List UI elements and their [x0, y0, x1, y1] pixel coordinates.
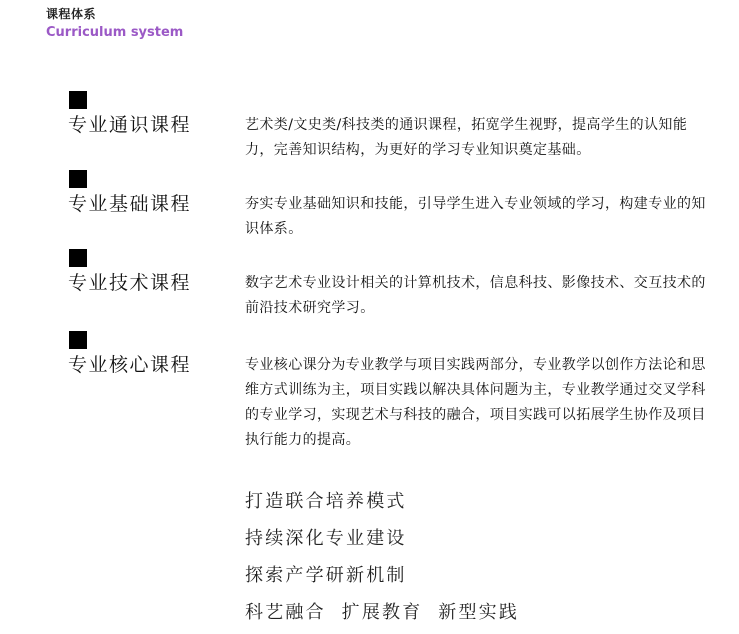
course-block-technical [68, 249, 708, 316]
course-block-general [68, 91, 708, 158]
course-description: 艺术类/文史类/科技类的通识课程，拓宽学生视野，提高学生的认知能力，完善知识结构，为更好的学习专业知识奠定基础。 [245, 117, 688, 158]
slogan-item: 打造联合培养模式 [245, 491, 407, 512]
slogan-list [245, 483, 519, 631]
black-square-icon [69, 331, 87, 349]
black-square-icon [69, 249, 87, 267]
slogan-item: 探索产学研新机制 [245, 565, 407, 586]
course-name: 专业基础课程 [68, 193, 192, 215]
slogan-item: 持续深化专业建设 [245, 528, 407, 549]
page-subtitle: Curriculum system [46, 25, 184, 40]
slogan-item: 科艺融合 扩展教育 新型实践 [245, 602, 520, 623]
course-name: 专业通识课程 [68, 114, 192, 136]
page-header [46, 6, 183, 42]
course-description: 专业核心课分为专业教学与项目实践两部分，专业教学以创作方法论和思维方式训练为主，项目实践以解决具体问题为主，专业教学通过交叉学科的专业学习，实现艺术与科技的融合，项目实践可以拓展学生协作及项目执行能力的提高。 [245, 357, 706, 448]
black-square-icon [69, 170, 87, 188]
page-title: 课程体系 [46, 7, 97, 21]
course-block-core [68, 331, 708, 448]
black-square-icon [69, 91, 87, 109]
course-description: 夯实专业基础知识和技能，引导学生进入专业领域的学习，构建专业的知识体系。 [245, 196, 706, 237]
course-name: 专业技术课程 [68, 272, 192, 294]
course-block-foundation [68, 170, 708, 237]
course-name: 专业核心课程 [68, 354, 192, 376]
course-description: 数字艺术专业设计相关的计算机技术，信息科技、影像技术、交互技术的前沿技术研究学习。 [245, 275, 706, 316]
